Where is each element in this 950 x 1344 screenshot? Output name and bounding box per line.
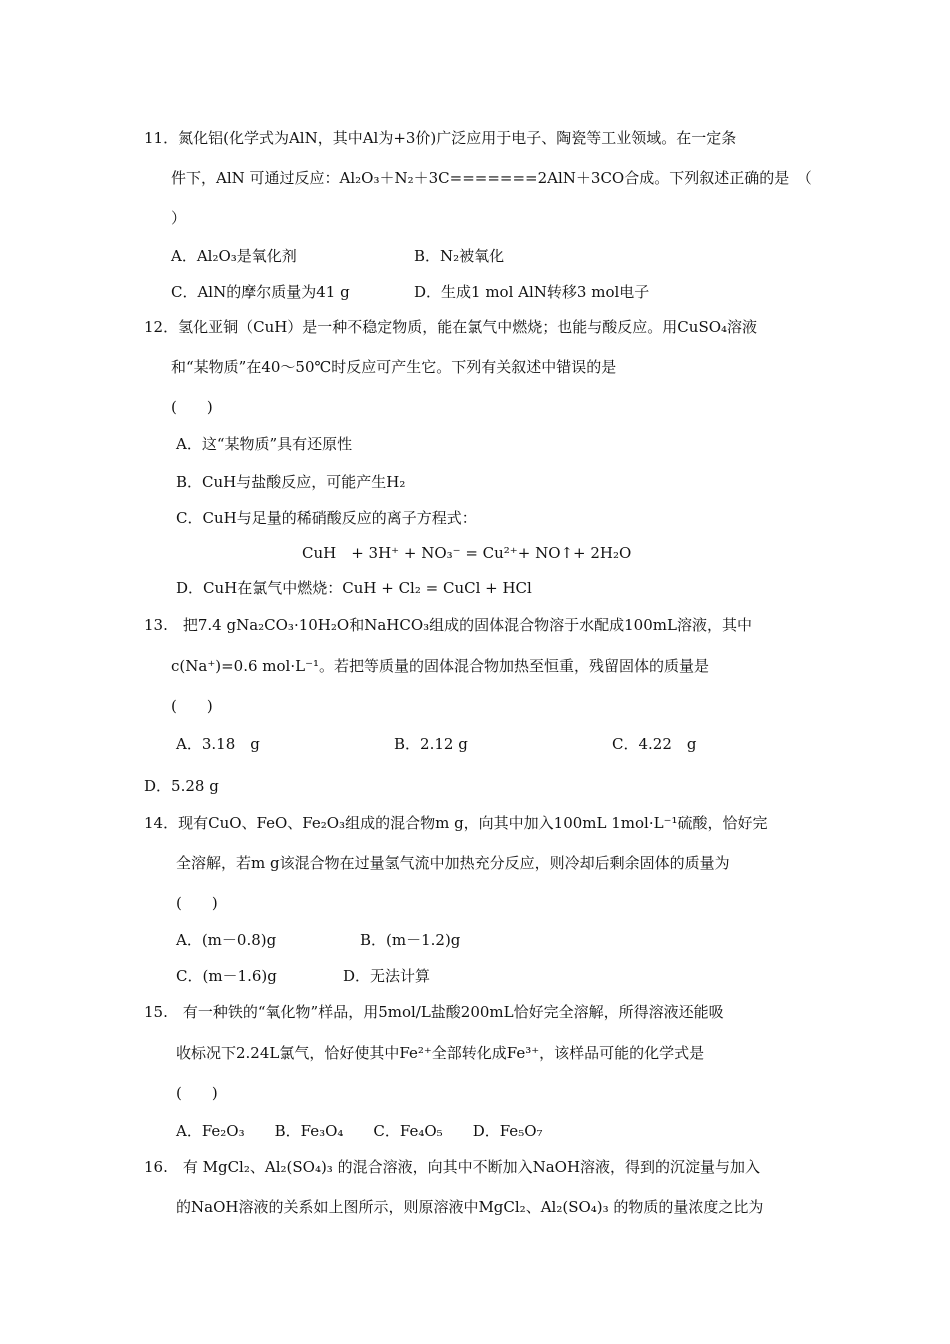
q12-line-1: 12．氢化亚铜（CuH）是一种不稳定物质，能在氯气中燃烧；也能与酸反应。用CuSO₄溶液 <box>144 318 758 336</box>
q14-option-d: D．无法计算 <box>343 967 431 985</box>
q13-option-c: C．4.22 g <box>612 735 697 753</box>
q11-line-2: 件下，AlN 可通过反应：Al₂O₃＋N₂＋3C=======2AlN＋3CO合成。下列叙述正确的是 （ <box>171 169 812 187</box>
q12-option-c: C．CuH与足量的稀硝酸反应的离子方程式： <box>176 509 477 527</box>
q15-line-1: 15. 有一种铁的“氧化物”样品，用5mol/L盐酸200mL恰好完全溶解，所得溶液还能吸 <box>144 1003 724 1021</box>
q12-option-a: A．这“某物质”具有还原性 <box>176 435 353 453</box>
q11-line-3: ） <box>171 209 187 227</box>
q13-line-3: ( ) <box>171 697 213 715</box>
q16-line-1: 16. 有 MgCl₂、Al₂(SO₄)₃ 的混合溶液，向其中不断加入NaOH溶液，得到的沉淀量与加入 <box>144 1158 761 1176</box>
q16-line-2: 的NaOH溶液的关系如上图所示，则原溶液中MgCl₂、Al₂(SO₄)₃ 的物质的量浓度之比为 <box>176 1198 764 1216</box>
q15-options: A．Fe₂O₃ B．Fe₃O₄ C．Fe₄O₅ D．Fe₅O₇ <box>176 1122 543 1140</box>
q12-line-3: ( ) <box>171 398 213 416</box>
q14-line-3: ( ) <box>176 894 218 912</box>
q12-option-d: D．CuH在氯气中燃烧：CuH + Cl₂ = CuCl + HCl <box>176 579 532 597</box>
q12-equation: CuH + 3H⁺ + NO₃⁻ = Cu²⁺+ NO↑+ 2H₂O <box>302 544 632 562</box>
q14-option-c: C．(m－1.6)g <box>176 967 277 985</box>
q14-option-a: A．(m－0.8)g <box>176 931 277 949</box>
q14-option-b: B．(m－1.2)g <box>360 931 461 949</box>
q13-option-b: B．2.12 g <box>394 735 468 753</box>
q14-line-1: 14．现有CuO、FeO、Fe₂O₃组成的混合物m g，向其中加入100mL 1mol·L⁻¹硫酸，恰好完 <box>144 814 768 832</box>
q12-option-b: B．CuH与盐酸反应，可能产生H₂ <box>176 473 406 491</box>
q11-option-a: A．Al₂O₃是氧化剂 <box>171 247 297 265</box>
q11-option-c: C．AlN的摩尔质量为41 g <box>171 283 350 301</box>
q14-line-2: 全溶解，若m g该混合物在过量氢气流中加热充分反应，则冷却后剩余固体的质量为 <box>176 854 730 872</box>
q13-line-1: 13. 把7.4 gNa₂CO₃·10H₂O和NaHCO₃组成的固体混合物溶于水配成100mL溶液，其中 <box>144 616 752 634</box>
q15-line-2: 收标况下2.24L氯气，恰好使其中Fe²⁺全部转化成Fe³⁺，该样品可能的化学式是 <box>176 1044 705 1062</box>
q13-option-a: A．3.18 g <box>176 735 260 753</box>
q11-line-1: 11．氮化铝(化学式为AlN，其中Al为+3价)广泛应用于电子、陶瓷等工业领域。在一定条 <box>144 129 737 147</box>
q13-line-2: c(Na⁺)=0.6 mol·L⁻¹。若把等质量的固体混合物加热至恒重，残留固体的质量是 <box>171 657 709 675</box>
q11-option-d: D．生成1 mol AlN转移3 mol电子 <box>414 283 650 301</box>
q13-option-d: D．5.28 g <box>144 777 219 795</box>
q11-option-b: B．N₂被氧化 <box>414 247 505 265</box>
q12-line-2: 和“某物质”在40～50℃时反应可产生它。下列有关叙述中错误的是 <box>171 358 617 376</box>
q15-line-3: ( ) <box>176 1084 218 1102</box>
